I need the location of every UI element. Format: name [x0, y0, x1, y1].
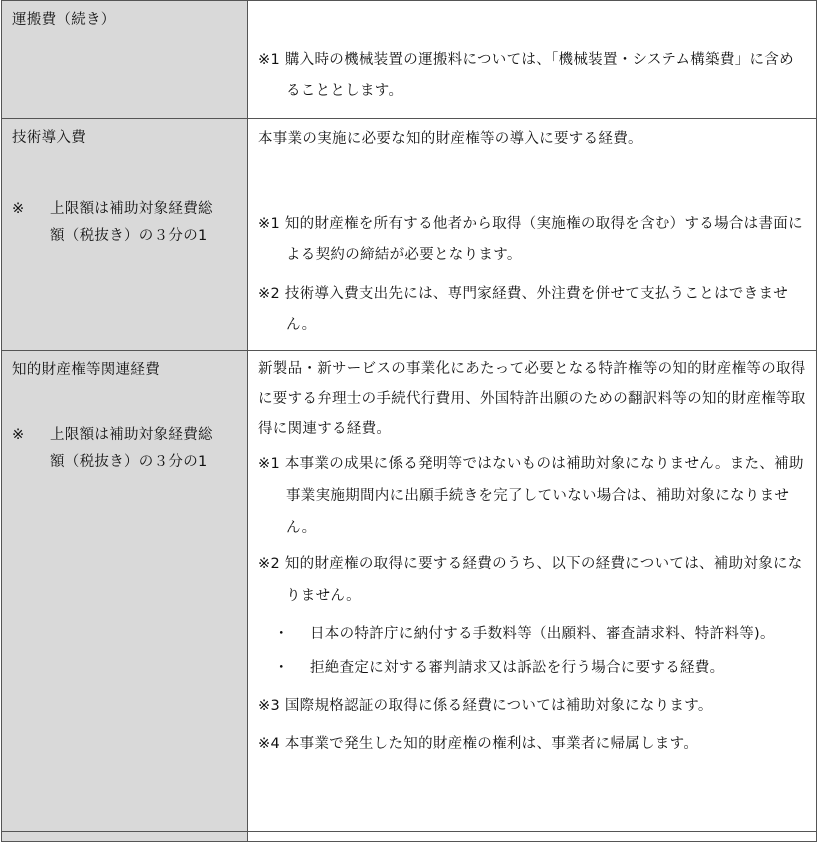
limit-note — [2, 148, 247, 250]
category-label: 知的財産権等関連経費 — [12, 362, 160, 378]
content-cell — [248, 832, 817, 842]
note-item: ※1 購入時の機械装置の運搬料については、「機械装置・システム構築費」に含めることとします。 — [258, 52, 794, 99]
note-item: ※1 知的財産権を所有する他者から取得（実施権の取得を含む）する場合は書面による契約の締結が必要となります。 — [258, 216, 803, 263]
table-row — [2, 1, 817, 119]
bullet-item — [258, 652, 808, 684]
category-cell — [2, 1, 248, 119]
category-cell — [2, 119, 248, 351]
bullet-text: 日本の特許庁に納付する手数料等（出願料、審査請求料、特許料等)。 — [310, 626, 775, 642]
bullet-mark: ・ — [274, 660, 289, 676]
content-cell — [248, 119, 817, 351]
category-cell — [2, 351, 248, 832]
description-text: 新製品・新サービスの事業化にあたって必要となる特許権等の知的財産権等の取得に要する弁理士の手続代行費用、外国特許出願のための翻訳料等の知的財産権等取得に関連する経費。 — [258, 361, 806, 437]
bullet-text: 拒絶査定に対する審判請求又は訴訟を行う場合に要する経費。 — [310, 660, 725, 676]
note-mark: ※ — [12, 201, 25, 217]
content-cell — [248, 351, 817, 832]
limit-line: 上限額は補助対象経費総 — [50, 427, 213, 443]
limit-line: 額（税抜き）の３分の1 — [50, 228, 208, 244]
note-item: ※4 本事業で発生した知的財産権の権利は、事業者に帰属します。 — [258, 736, 699, 752]
bullet-mark: ・ — [274, 626, 289, 642]
note-item: ※1 本事業の成果に係る発明等ではないものは補助対象になりません。また、補助事業実施期間内に出願手続きを完了していない場合は、補助対象になりません。 — [258, 456, 804, 536]
category-label: 運搬費（続き） — [12, 12, 116, 28]
table-row — [2, 351, 817, 832]
limit-note — [2, 380, 247, 476]
note-mark: ※ — [12, 427, 25, 443]
table-row — [2, 832, 817, 842]
category-label: 技術導入費 — [12, 130, 86, 146]
content-cell — [248, 1, 817, 119]
category-cell — [2, 832, 248, 842]
note-item: ※2 知的財産権の取得に要する経費のうち、以下の経費については、補助対象になりません。 — [258, 556, 803, 604]
expense-table — [1, 0, 817, 842]
note-item: ※3 国際規格認証の取得に係る経費については補助対象になります。 — [258, 698, 713, 714]
note-item: ※2 技術導入費支出先には、専門家経費、外注費を併せて支払うことはできません。 — [258, 286, 789, 333]
limit-line: 上限額は補助対象経費総 — [50, 201, 213, 217]
description-text: 本事業の実施に必要な知的財産権等の導入に要する経費。 — [258, 131, 643, 147]
bullet-item — [258, 618, 808, 650]
table-row — [2, 119, 817, 351]
limit-line: 額（税抜き）の３分の1 — [50, 454, 208, 470]
